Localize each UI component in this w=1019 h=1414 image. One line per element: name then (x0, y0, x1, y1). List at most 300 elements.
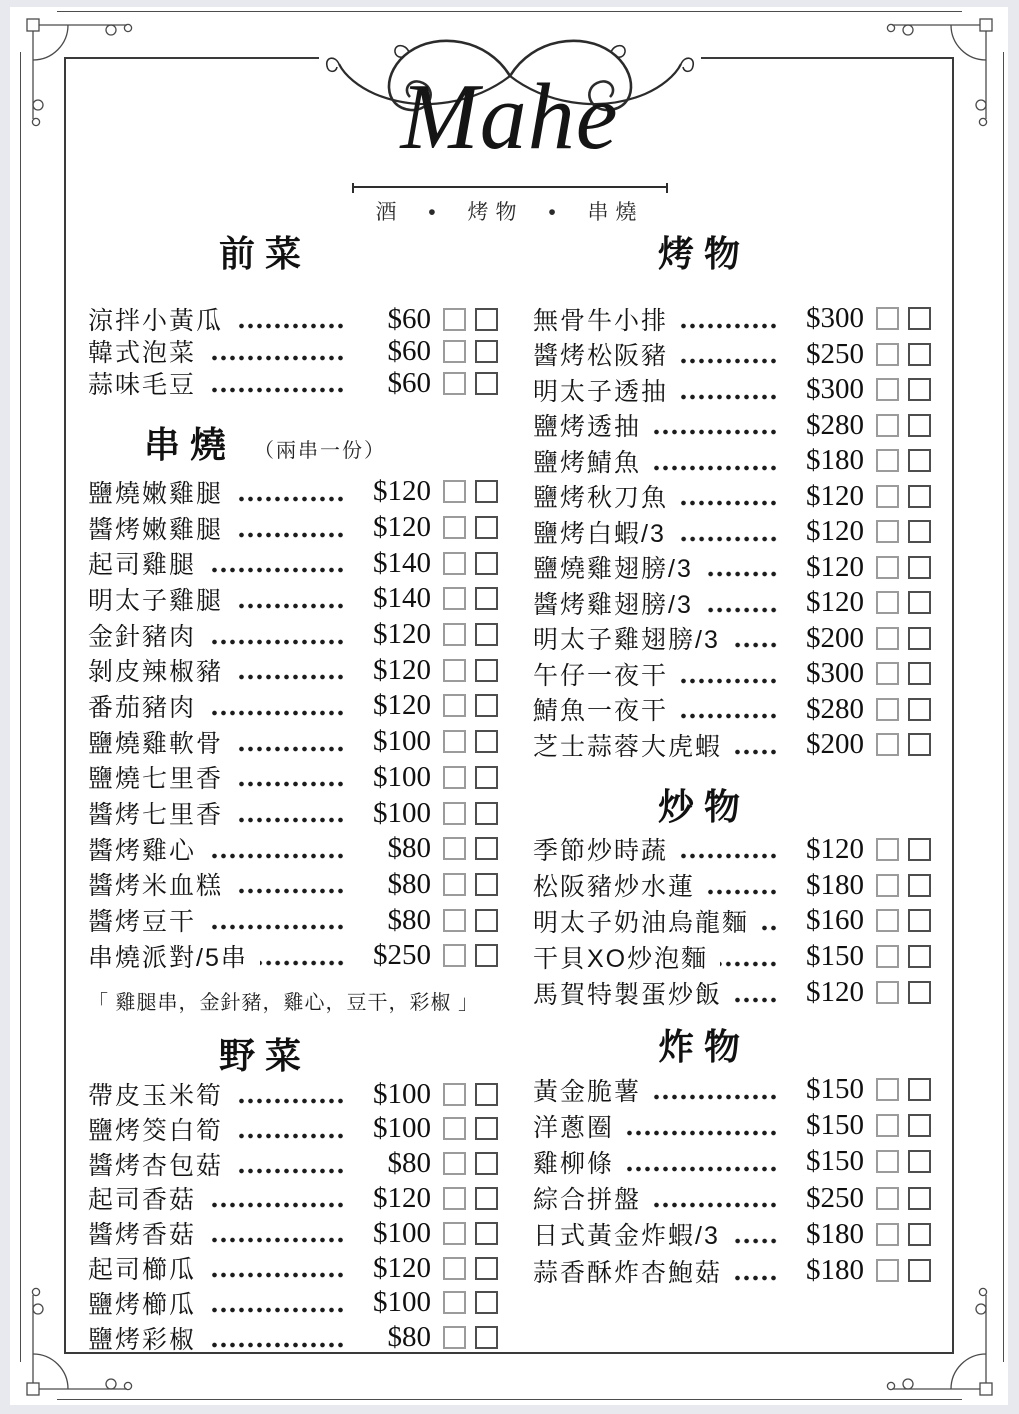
item-name: 醬烤松阪豬 (533, 342, 669, 371)
item-name: 雞柳條 (533, 1149, 615, 1178)
order-checkbox[interactable] (475, 1187, 498, 1210)
order-checkbox[interactable] (876, 485, 899, 508)
order-checkbox[interactable] (908, 698, 931, 721)
order-checkbox[interactable] (475, 659, 498, 682)
item-price: $60 (387, 334, 431, 367)
menu-item-row (533, 939, 931, 975)
menu-item-row (533, 514, 931, 550)
dotted-leader (626, 1166, 778, 1172)
menu-item-row (533, 1216, 931, 1252)
dotted-leader (653, 465, 778, 471)
order-checkbox[interactable] (443, 909, 466, 932)
dotted-leader (680, 713, 778, 719)
item-price: $120 (806, 479, 864, 512)
item-name: 醬烤米血糕 (88, 872, 224, 901)
order-checkbox[interactable] (908, 591, 931, 614)
item-name: 起司雞腿 (88, 551, 197, 580)
item-price: $80 (387, 867, 431, 900)
dotted-leader (208, 567, 345, 573)
dotted-leader (235, 674, 345, 680)
menu-item-row (533, 1144, 931, 1180)
dotted-leader (260, 960, 345, 966)
order-checkbox[interactable] (443, 1187, 466, 1210)
dotted-leader (680, 678, 778, 684)
item-name: 金針豬肉 (88, 622, 197, 651)
order-checkbox[interactable] (876, 378, 899, 401)
order-checkbox[interactable] (908, 1078, 931, 1101)
menu-item-row (88, 617, 498, 653)
item-name: 明太子雞翅膀/3 (533, 626, 720, 655)
menu-item-row (88, 902, 498, 938)
item-price: $120 (373, 653, 431, 686)
item-name: 串燒派對/5串 (88, 943, 248, 972)
item-price: $120 (373, 1181, 431, 1214)
order-checkbox[interactable] (475, 1152, 498, 1175)
item-name: 鹽烤鯖魚 (533, 448, 642, 477)
order-checkbox[interactable] (908, 556, 931, 579)
order-checkbox[interactable] (443, 587, 466, 610)
item-price: $180 (806, 868, 864, 901)
order-checkbox[interactable] (443, 372, 466, 395)
order-checkbox[interactable] (475, 802, 498, 825)
menu-item-row (533, 975, 931, 1011)
order-checkbox[interactable] (876, 1259, 899, 1282)
order-checkbox[interactable] (908, 981, 931, 1004)
order-checkbox[interactable] (475, 730, 498, 753)
item-name: 明太子透抽 (533, 377, 669, 406)
order-checkbox[interactable] (908, 733, 931, 756)
menu-section-yecai (88, 1034, 498, 1355)
order-checkbox[interactable] (908, 838, 931, 861)
section-title: 烤物 (657, 233, 750, 274)
order-checkbox[interactable] (475, 873, 498, 896)
menu-item-row (88, 474, 498, 510)
order-checkbox[interactable] (475, 1117, 498, 1140)
item-name: 番茄豬肉 (88, 693, 197, 722)
order-checkbox[interactable] (908, 627, 931, 650)
header-divider-rule (352, 186, 668, 188)
menu-item-row (533, 1252, 931, 1288)
order-checkbox[interactable] (876, 343, 899, 366)
section-rows (533, 301, 931, 763)
item-price: $80 (387, 903, 431, 936)
item-price: $140 (373, 582, 431, 615)
outer-border-right (1003, 52, 1004, 1362)
order-checkbox[interactable] (475, 516, 498, 539)
order-checkbox[interactable] (908, 485, 931, 508)
menu-section-chuanshao (88, 423, 498, 1012)
item-name: 松阪豬炒水蓮 (533, 873, 696, 902)
order-checkbox[interactable] (443, 516, 466, 539)
item-price: $100 (373, 725, 431, 758)
order-checkbox[interactable] (876, 874, 899, 897)
order-checkbox[interactable] (908, 378, 931, 401)
item-name: 起司香菇 (88, 1186, 197, 1215)
dotted-leader (653, 1094, 778, 1100)
dotted-leader (208, 1272, 345, 1278)
item-price: $250 (806, 1181, 864, 1214)
item-name: 醬烤雞翅膀/3 (533, 590, 693, 619)
menu-section-qiancai (88, 232, 498, 399)
item-price: $60 (387, 302, 431, 335)
order-checkbox[interactable] (475, 480, 498, 503)
item-name: 鹽烤筊白筍 (88, 1116, 224, 1145)
order-checkbox[interactable] (475, 944, 498, 967)
item-price: $120 (373, 618, 431, 651)
item-name: 鹽烤白蝦/3 (533, 519, 666, 548)
order-checkbox[interactable] (443, 659, 466, 682)
dotted-leader (680, 394, 778, 400)
order-checkbox[interactable] (908, 449, 931, 472)
item-price: $280 (806, 408, 864, 441)
item-name: 醬烤七里香 (88, 801, 224, 830)
menu-section-chaowu (533, 785, 931, 1011)
order-checkbox[interactable] (443, 552, 466, 575)
dotted-leader (734, 997, 778, 1003)
dotted-leader (208, 387, 345, 393)
menu-item-row (88, 510, 498, 546)
dotted-leader (208, 1202, 345, 1208)
order-checkbox[interactable] (475, 1083, 498, 1106)
dotted-leader (208, 853, 345, 859)
menu-item-row (533, 1180, 931, 1216)
dotted-leader (235, 1133, 345, 1139)
item-price: $120 (373, 689, 431, 722)
menu-item-row (88, 545, 498, 581)
order-checkbox[interactable] (475, 372, 498, 395)
item-price: $140 (373, 546, 431, 579)
item-price: $180 (806, 1254, 864, 1287)
order-checkbox[interactable] (443, 694, 466, 717)
menu-item-row (533, 867, 931, 903)
dotted-leader (208, 710, 345, 716)
order-checkbox[interactable] (876, 838, 899, 861)
order-checkbox[interactable] (876, 698, 899, 721)
item-name: 韓式泡菜 (88, 339, 197, 367)
item-name: 鹽烤彩椒 (88, 1325, 197, 1354)
order-checkbox[interactable] (876, 591, 899, 614)
outer-border-left (20, 52, 21, 1362)
order-checkbox[interactable] (443, 1257, 466, 1280)
item-price: $120 (373, 475, 431, 508)
item-name: 洋蔥圈 (533, 1113, 615, 1142)
menu-item-row (533, 550, 931, 586)
order-checkbox[interactable] (908, 1187, 931, 1210)
menu-item-row (533, 727, 931, 763)
section-rows (88, 303, 498, 399)
order-checkbox[interactable] (443, 766, 466, 789)
order-checkbox[interactable] (876, 1150, 899, 1173)
menu-item-row (533, 372, 931, 408)
order-checkbox[interactable] (908, 343, 931, 366)
item-price: $100 (373, 1216, 431, 1249)
order-checkbox[interactable] (876, 414, 899, 437)
menu-item-row (88, 1077, 498, 1112)
item-name: 日式黃金炸蝦/3 (533, 1222, 720, 1251)
order-checkbox[interactable] (443, 480, 466, 503)
section-rows (88, 474, 498, 974)
dotted-leader (208, 1307, 345, 1313)
item-price: $80 (387, 832, 431, 865)
order-checkbox[interactable] (876, 520, 899, 543)
menu-column-left (88, 232, 498, 1355)
dotted-leader (720, 961, 778, 967)
order-checkbox[interactable] (475, 837, 498, 860)
order-checkbox[interactable] (475, 694, 498, 717)
order-checkbox[interactable] (908, 662, 931, 685)
item-price: $120 (806, 586, 864, 619)
header-subtitle: 酒 • 烤物 • 串燒 (375, 201, 644, 224)
item-name: 帶皮玉米筍 (88, 1082, 224, 1111)
order-checkbox[interactable] (443, 802, 466, 825)
outer-border-bottom (57, 1399, 962, 1400)
order-checkbox[interactable] (876, 909, 899, 932)
dotted-leader (208, 1342, 345, 1348)
dotted-leader (235, 496, 345, 502)
item-price: $150 (806, 1073, 864, 1106)
dotted-leader (235, 746, 345, 752)
item-name: 明太子雞腿 (88, 586, 224, 615)
item-name: 明太子奶油烏龍麵 (533, 909, 750, 937)
menu-item-row (88, 1251, 498, 1286)
section-note: （兩串一份） (254, 440, 386, 462)
dotted-leader (235, 603, 345, 609)
menu-item-row (533, 903, 931, 939)
dotted-leader (208, 924, 345, 930)
order-checkbox[interactable] (475, 1222, 498, 1245)
order-checkbox[interactable] (876, 307, 899, 330)
menu-item-row (88, 1111, 498, 1146)
item-price: $120 (806, 515, 864, 548)
item-name: 無骨牛小排 (533, 306, 669, 335)
item-name: 綜合拼盤 (533, 1186, 642, 1215)
item-price: $100 (373, 1112, 431, 1145)
order-checkbox[interactable] (876, 627, 899, 650)
dotted-leader (235, 781, 345, 787)
order-checkbox[interactable] (443, 1326, 466, 1349)
item-price: $100 (373, 796, 431, 829)
item-name: 起司櫛瓜 (88, 1256, 197, 1285)
menu-item-row (88, 795, 498, 831)
item-price: $300 (806, 373, 864, 406)
section-footnote: 「 雞腿串，金針豬，雞心，豆干，彩椒 」 (88, 991, 480, 1014)
menu-item-row (533, 408, 931, 444)
order-checkbox[interactable] (908, 945, 931, 968)
dotted-leader (653, 1202, 778, 1208)
item-name: 黃金脆薯 (533, 1077, 642, 1106)
dotted-leader (705, 607, 778, 613)
order-checkbox[interactable] (475, 909, 498, 932)
section-title: 串燒 (143, 424, 236, 465)
item-price: $120 (806, 976, 864, 1009)
dotted-leader (653, 429, 778, 435)
item-price: $200 (806, 621, 864, 654)
item-name: 剝皮辣椒豬 (88, 658, 224, 687)
item-price: $160 (806, 904, 864, 937)
menu-item-row (88, 724, 498, 760)
item-name: 涼拌小黃瓜 (88, 307, 224, 335)
dotted-leader (680, 500, 778, 506)
menu-item-row (533, 621, 931, 657)
order-checkbox[interactable] (475, 623, 498, 646)
order-checkbox[interactable] (443, 1152, 466, 1175)
menu-item-row (533, 1108, 931, 1144)
item-name: 鹽烤秋刀魚 (533, 484, 669, 513)
item-price: $150 (806, 940, 864, 973)
section-rows (533, 1071, 931, 1288)
menu-item-row (88, 1320, 498, 1355)
menu-item-row (88, 335, 498, 367)
order-checkbox[interactable] (908, 1114, 931, 1137)
dotted-leader (734, 1275, 778, 1281)
item-name: 醬烤雞心 (88, 836, 197, 865)
section-title-row (533, 232, 931, 275)
item-name: 醬烤杏包菇 (88, 1151, 224, 1180)
menu-item-row (533, 443, 931, 479)
order-checkbox[interactable] (443, 340, 466, 363)
item-price: $120 (806, 832, 864, 865)
menu-item-row (88, 367, 498, 399)
order-checkbox[interactable] (908, 1150, 931, 1173)
item-price: $300 (806, 657, 864, 690)
order-checkbox[interactable] (475, 1291, 498, 1314)
order-checkbox[interactable] (475, 552, 498, 575)
item-name: 鹽燒雞軟骨 (88, 729, 224, 758)
order-checkbox[interactable] (475, 1326, 498, 1349)
section-title-row (88, 423, 498, 466)
order-checkbox[interactable] (876, 733, 899, 756)
order-checkbox[interactable] (443, 873, 466, 896)
order-checkbox[interactable] (475, 340, 498, 363)
item-name: 鹽烤櫛瓜 (88, 1290, 197, 1319)
item-price: $120 (373, 1251, 431, 1284)
menu-item-row (88, 652, 498, 688)
item-name: 鹽燒七里香 (88, 765, 224, 794)
dotted-leader (705, 571, 778, 577)
order-checkbox[interactable] (876, 981, 899, 1004)
menu-item-row (533, 337, 931, 373)
order-checkbox[interactable] (443, 1117, 466, 1140)
section-title: 前菜 (218, 233, 311, 274)
order-checkbox[interactable] (443, 1291, 466, 1314)
section-title-row (533, 1025, 931, 1068)
order-checkbox[interactable] (443, 623, 466, 646)
dotted-leader (235, 532, 345, 538)
dotted-leader (734, 749, 778, 755)
brand-logo-text: Mahe (400, 65, 619, 169)
item-name: 蒜味毛豆 (88, 371, 197, 399)
section-title-row (533, 785, 931, 828)
dotted-leader (732, 1238, 778, 1244)
section-title: 野菜 (218, 1034, 311, 1076)
item-name: 鹽烤透抽 (533, 413, 642, 442)
order-checkbox[interactable] (443, 944, 466, 967)
menu-item-row (533, 479, 931, 515)
dotted-leader (208, 355, 345, 361)
section-title-row (88, 232, 498, 275)
order-checkbox[interactable] (475, 308, 498, 331)
dotted-leader (235, 323, 345, 329)
order-checkbox[interactable] (443, 1222, 466, 1245)
order-checkbox[interactable] (908, 874, 931, 897)
order-checkbox[interactable] (908, 909, 931, 932)
item-name: 醬烤香菇 (88, 1221, 197, 1250)
item-name: 馬賀特製蛋炒飯 (533, 980, 723, 1009)
dotted-leader (235, 1098, 345, 1104)
order-checkbox[interactable] (876, 449, 899, 472)
order-checkbox[interactable] (908, 1259, 931, 1282)
item-price: $250 (373, 939, 431, 972)
menu-item-row (88, 1216, 498, 1251)
menu-item-row (533, 585, 931, 621)
order-checkbox[interactable] (443, 1083, 466, 1106)
item-name: 蒜香酥炸杏鮑菇 (533, 1258, 723, 1287)
outer-border-top (57, 11, 962, 12)
item-name: 醬烤嫩雞腿 (88, 515, 224, 544)
section-title: 炒物 (657, 785, 750, 827)
item-price: $280 (806, 692, 864, 725)
dotted-leader (208, 1237, 345, 1243)
order-checkbox[interactable] (908, 307, 931, 330)
menu-section-zhawu (533, 1025, 931, 1288)
dotted-leader (707, 889, 778, 895)
item-name: 午仔一夜干 (533, 661, 669, 690)
order-checkbox[interactable] (876, 1223, 899, 1246)
dotted-leader (680, 853, 778, 859)
menu-item-row (88, 581, 498, 617)
item-name: 干貝XO炒泡麵 (533, 944, 709, 973)
order-checkbox[interactable] (876, 662, 899, 685)
item-price: $180 (806, 1217, 864, 1250)
menu-item-row (88, 688, 498, 724)
order-checkbox[interactable] (908, 520, 931, 543)
order-checkbox[interactable] (443, 837, 466, 860)
order-checkbox[interactable] (443, 730, 466, 753)
menu-item-row (533, 832, 931, 868)
item-price: $120 (373, 511, 431, 544)
order-checkbox[interactable] (876, 556, 899, 579)
dotted-leader (235, 888, 345, 894)
menu-section-kaowu (533, 232, 931, 763)
dotted-leader (235, 817, 345, 823)
menu-item-row (88, 831, 498, 867)
order-checkbox[interactable] (876, 1187, 899, 1210)
order-checkbox[interactable] (443, 308, 466, 331)
item-name: 醬烤豆干 (88, 908, 197, 937)
order-checkbox[interactable] (876, 1114, 899, 1137)
order-checkbox[interactable] (908, 1223, 931, 1246)
item-price: $60 (387, 366, 431, 399)
order-checkbox[interactable] (876, 945, 899, 968)
dotted-leader (678, 536, 778, 542)
order-checkbox[interactable] (475, 587, 498, 610)
order-checkbox[interactable] (876, 1078, 899, 1101)
section-title-row (88, 1034, 498, 1077)
section-title: 炸物 (657, 1026, 750, 1068)
dotted-leader (235, 1168, 345, 1174)
order-checkbox[interactable] (908, 414, 931, 437)
menu-item-row (533, 656, 931, 692)
menu-column-right (533, 232, 931, 1289)
order-checkbox[interactable] (475, 1257, 498, 1280)
item-price: $150 (806, 1145, 864, 1178)
menu-item-row (88, 1285, 498, 1320)
order-checkbox[interactable] (475, 766, 498, 789)
dotted-leader (761, 925, 778, 931)
menu-item-row (533, 692, 931, 728)
item-price: $250 (806, 337, 864, 370)
menu-item-row (88, 1181, 498, 1216)
